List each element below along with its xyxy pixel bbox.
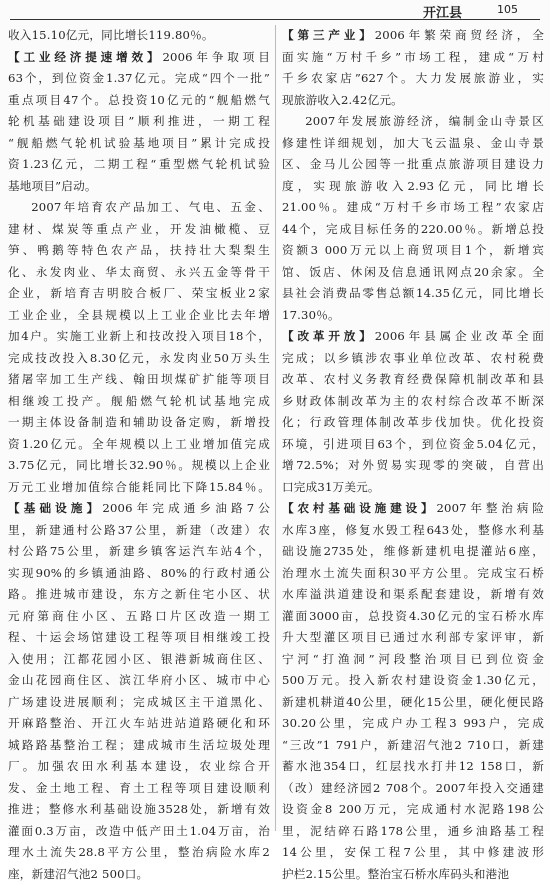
- left-column-text-line: 村公路75公里，新建乡镇客运汽车站4个，: [8, 541, 270, 563]
- left-column-text-line: 理水土流失28.8平方公里，整治病险水库2: [8, 842, 270, 864]
- right-column-text-line: 环境，引进项目63个，到位资金5.04亿元，: [282, 434, 544, 456]
- left-column-text-line: 重点项目47个。总投资10亿元的“舰船燃气: [8, 90, 270, 112]
- page-header: [0, 0, 550, 24]
- left-column-text-line: 化、永发肉业、华太商贸、永兴五金等骨干: [8, 262, 270, 284]
- left-column-text-line: 猪屠宰加工生产线、翰田坝煤矿扩能等项目: [8, 369, 270, 391]
- right-column-text-line: 17.30％。: [282, 305, 544, 327]
- left-column-text-line: 轮机基础建设项目”顺利推进，一期工程: [8, 111, 270, 133]
- left-column-text-line: 收入15.10亿元，同比增长119.80％。: [8, 25, 270, 47]
- left-column-text-line: 资1.23亿元，二期工程“重型燃气轮机试验: [8, 154, 270, 176]
- left-column-text-line: 厂。加强农田水利基本建设，农业综合开: [8, 756, 270, 778]
- section-heading: 【工业经济提速增效】: [8, 50, 162, 64]
- right-column-text-line: 增72.5%；对外贸易实现零的突破，自营出: [282, 455, 544, 477]
- left-column-text-line: 座，新建沼气池2 500口。: [8, 864, 270, 885]
- right-column: [282, 25, 544, 885]
- right-column-text-line: 修建性详细规划，加大飞云温泉、金山寺景: [282, 133, 544, 155]
- right-column-text-line: 水库溢洪道建设和渠系配套建设，新增有效: [282, 584, 544, 606]
- left-column: [8, 25, 270, 885]
- right-column-text-line: 县社会消费品零售总额14.35亿元，同比增长: [282, 283, 544, 305]
- right-column-text-line: 【农村基础设施建设】2007年整治病险: [282, 498, 544, 520]
- left-column-text-line: 加4户。实施工业新上和技改投入项目18个，: [8, 326, 270, 348]
- right-column-text-line: 治理水土流失面积30平方公里。完成宝石桥: [282, 563, 544, 585]
- right-column-text-line: 乡财政体制改革为主的农村综合改革不断深: [282, 391, 544, 413]
- right-column-text-line: 资额3 000万元以上商贸项目1个，新增宾: [282, 240, 544, 262]
- left-column-text-line: 灌面0.3万亩，改造中低产田土1.04万亩，治: [8, 821, 270, 843]
- section-heading: 【基础设施】: [8, 501, 102, 515]
- right-column-text-line: 500万元。投入新农村建设资金1.30亿元，: [282, 670, 544, 692]
- right-column-text-line: 升大型灌区项目已通过水利部专家评审，新: [282, 627, 544, 649]
- left-column-text-line: 广场建设进展顺利；完成城区主干道黑化、: [8, 692, 270, 714]
- right-column-text-line: 里，泥结碎石路178公里，通乡油路基工程: [282, 821, 544, 843]
- section-heading: 【改革开放】: [282, 329, 375, 343]
- left-column-text-line: 笋、鸭鹅等特色农产品，扶持壮大梨梨生: [8, 240, 270, 262]
- section-heading: 【农村基础设施建设】: [282, 501, 436, 515]
- right-column-text-line: 度，实现旅游收入2.93亿元，同比增长: [282, 176, 544, 198]
- left-column-text-line: 一期主体设备制造和辅助设备定购，新增投: [8, 412, 270, 434]
- left-column-text-line: 企业，新培育吉明胶合板厂、荣宝板业2家: [8, 283, 270, 305]
- header-rule: [10, 19, 540, 20]
- right-column-text-line: 千乡农家店”627个。大力发展旅游业，实: [282, 68, 544, 90]
- right-column-text-line: 灌面3000亩，总投资4.30亿元的宝石桥水库: [282, 606, 544, 628]
- right-column-text-line: 护栏2.15公里。整治宝石桥水库码头和港池: [282, 864, 544, 885]
- left-column-text-line: 【基础设施】2006年完成通乡油路7公: [8, 498, 270, 520]
- left-column-text-line: 入使用；江都花园小区、银港新城商住区、: [8, 649, 270, 671]
- right-column-text-line: 现旅游收入2.42亿元。: [282, 90, 544, 112]
- left-column-text-line: 63个，到位资金1.37亿元。完成“四个一批”: [8, 68, 270, 90]
- column-divider: [275, 25, 276, 831]
- right-column-text-line: 【改革开放】2006年县属企业改革全面: [282, 326, 544, 348]
- right-column-text-line: 新建机耕道40公里，硬化15公里，硬化便民路: [282, 692, 544, 714]
- left-column-text-line: 建材、煤炭等重点产业，开发油橄榄、豆: [8, 219, 270, 241]
- left-column-text-line: 程、十运会场馆建设工程等项目相继竣工投: [8, 627, 270, 649]
- section-heading: 【第三产业】: [282, 28, 375, 42]
- left-column-text-line: 元府第商住小区、五路口片区改造一期工: [8, 606, 270, 628]
- right-column-text-line: 2007年发展旅游经济，编制金山寺景区: [282, 111, 544, 133]
- right-column-text-line: 完成；以乡镇涉农事业单位改革、农村税费: [282, 348, 544, 370]
- left-column-text-line: 完成技改投入8.30亿元，永发肉业50万头生: [8, 348, 270, 370]
- right-column-text-line: “三改”1 791户，新建沼气池2 710口，新建: [282, 735, 544, 757]
- left-column-text-line: 资1.20亿元。全年规模以上工业增加值完成: [8, 434, 270, 456]
- left-column-text-line: 基地项目”启动。: [8, 176, 270, 198]
- left-column-text-line: 路。推进城市建设，东方之新住宅小区、状: [8, 584, 270, 606]
- left-column-text-line: 里，新建通村公路37公里，新建（改建）农: [8, 520, 270, 542]
- right-column-text-line: 口完成31万美元。: [282, 477, 544, 499]
- right-column-text-line: 21.00％。建成“万村千乡市场工程”农家店: [282, 197, 544, 219]
- right-column-text-line: 【第三产业】2006年繁荣商贸经济，全: [282, 25, 544, 47]
- left-column-text-line: 3.75亿元，同比增长32.90％。规模以上企业: [8, 455, 270, 477]
- right-column-text-line: （改）建经济园2 708个。2007年投入交通建: [282, 778, 544, 800]
- left-column-text-line: 【工业经济提速增效】2006年争取项目: [8, 47, 270, 69]
- left-column-text-line: “舰船燃气轮机试验基地项目”累计完成投: [8, 133, 270, 155]
- right-column-text-line: 44个，完成目标任务的220.00％。新增总投: [282, 219, 544, 241]
- right-column-text-line: 蓄水池354口，红层找水打井12 158口，新: [282, 756, 544, 778]
- right-column-text-line: 区、金马儿公园等一批重点旅游项目建设力: [282, 154, 544, 176]
- right-column-text-line: 化；行政管理体制改革步伐加快。优化投资: [282, 412, 544, 434]
- left-column-text-line: 相继竣工投产。舰船燃气轮机试基地完成: [8, 391, 270, 413]
- right-column-text-line: 改革、农村义务教育经费保障机制改革和县: [282, 369, 544, 391]
- right-column-text-line: 水库3座，修复水毁工程643处，整修水利基: [282, 520, 544, 542]
- left-column-text-line: 2007年培育农产品加工、气电、五金、: [8, 197, 270, 219]
- left-column-text-line: 城路路基整治工程；建成城市生活垃圾处理: [8, 735, 270, 757]
- left-column-text-line: 金山花园商住区、滨江华府小区、城市中心: [8, 670, 270, 692]
- right-column-text-line: 14公里，安保工程7公里，其中修建波形: [282, 842, 544, 864]
- right-column-text-line: 面实施“万村千乡”市场工程，建成“万村: [282, 47, 544, 69]
- left-column-text-line: 推进；整修水利基础设施3528处，新增有效: [8, 799, 270, 821]
- right-column-text-line: 设资金8 200万元，完成通村水泥路198公: [282, 799, 544, 821]
- right-column-text-line: 馆、饭店、休闲及信息通讯网点20余家。全: [282, 262, 544, 284]
- right-column-text-line: 宁河“打渔洞”河段整治项目已到位资金: [282, 649, 544, 671]
- right-column-text-line: 础设施2735处，维修新建机电提灌站6座，: [282, 541, 544, 563]
- page-number: 105: [497, 3, 518, 16]
- right-column-text-line: 30.20公里，完成户办工程3 993户，完成: [282, 713, 544, 735]
- left-column-text-line: 工业企业，全县规模以上工业企业比去年增: [8, 305, 270, 327]
- running-title: 开江县: [423, 2, 462, 21]
- left-column-text-line: 开麻路整治、开江火车站进站道路硬化和环: [8, 713, 270, 735]
- left-column-text-line: 万元工业增加值综合能耗同比下降15.84％。: [8, 477, 270, 499]
- left-column-text-line: 实现90%的乡镇通油路、80%的行政村通公: [8, 563, 270, 585]
- left-column-text-line: 发、金土地工程、育土工程等项目建设顺利: [8, 778, 270, 800]
